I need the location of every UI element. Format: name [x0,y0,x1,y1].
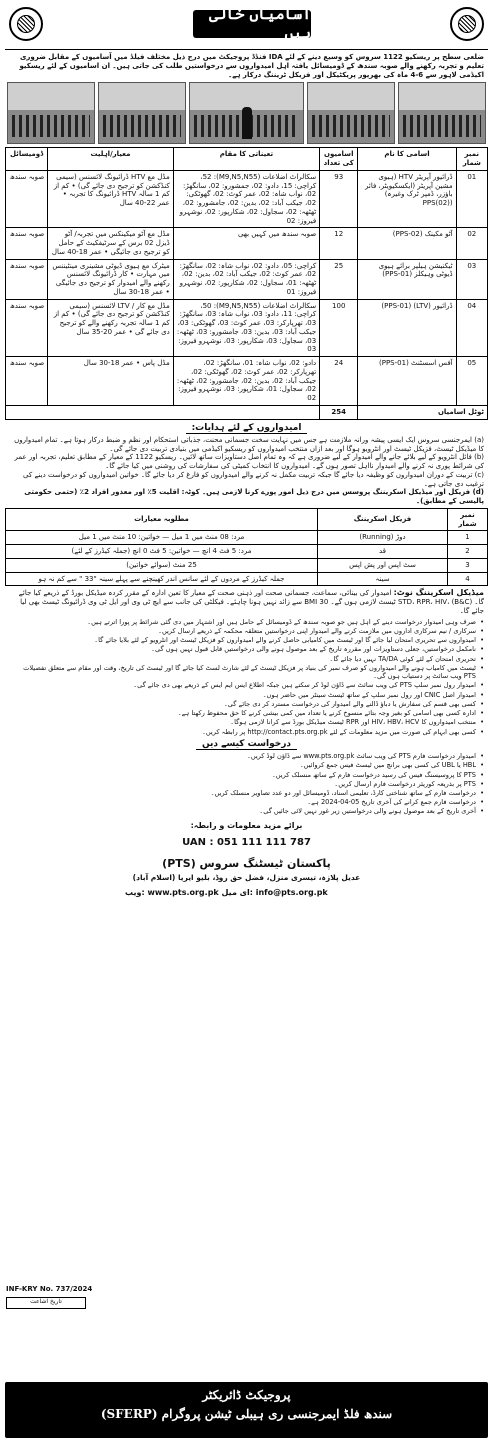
row-criteria: میٹرک مع ہیوی ڈیوٹی مشینری مینٹیننس میں مہارت • کار ڈرائیونگ لائسنس رکھنے والے امیدوار کو ترجیح دی جائیگی • عمر 18-30 سال [48,259,174,299]
phys-col-test: فزیکل اسکریننگ [318,508,448,531]
row-count: 93 [320,170,358,228]
physical-screening-table [5,508,488,587]
ref-number: INF-KRY No. 737/2024 [6,1285,93,1293]
row-count: 25 [320,259,358,299]
table-row [6,299,488,357]
row-domicile: صوبہ سندھ [6,259,48,299]
row-criteria: مڈل پاس • عمر 18-30 سال [48,357,174,406]
row-count: 12 [320,228,358,259]
row-location: سکالراٹ اضلاعات (M9,N5,N55): 52، کراچی: 15، دادو: 02، جمشورو: 02، سانگھڑ: 02، نواب شاہ: 02، عمر کوٹ: 02، گھوٹکی: 02، جیکب آباد: 02، بدین: 02، جامشورو: 02، ٹھٹھہ: 02، سجاول: 02، شکارپور: 02، نوشہرو فیروز: 02 [173,170,319,228]
row-name: ڈرائیور (LTV) (PPS-01) [358,299,456,357]
list-item: • آخری تاریخ کے بعد موصول ہونے والی درخواستیں زیر غور نہیں لائی جائیں گی۔ [9,807,484,815]
phys-sn: 2 [448,545,488,559]
total-value: 254 [320,405,358,419]
emblem-right-icon [450,7,484,41]
list-item: • کسی بھی ابہام کی صورت میں مزید معلومات کے لئے http://contact.pts.org.pk پر رابطہ کریں۔ [9,728,484,736]
row-location: صوبہ سندھ میں کہیں بھی [173,228,319,259]
row-sn: 04 [456,299,487,357]
row-criteria: مڈل مع کار / LTV لائسنس (سیمی کنڈکشن کو ترجیح دی جائے گی) • کم از کم 1 سالہ تجربہ رکھنے والے کو ترجیح دی جائے گی • عمر 20-35 سال [48,299,174,357]
emblem-left-icon [9,7,43,41]
col-name: اسامی کا نام [358,148,456,171]
row-sn: 01 [456,170,487,228]
phys-criteria: مرد: 08 منٹ میں 1 میل — خواتین: 10 منٹ میں 1 میل [6,531,318,545]
list-item: • PTS پر بذریعہ کوریئر درخواست فارم ارسال کریں۔ [9,780,484,788]
medical-note-title: میڈیکل اسکریننگ نوٹ: [393,588,484,598]
table-row [6,259,488,299]
row-domicile: صوبہ سندھ [6,357,48,406]
list-item: • HBL یا UBL کی کسی بھی برانچ میں ٹیسٹ فیس جمع کروائیں۔ [9,761,484,769]
apply-title: درخواست کیسے دیں [5,739,488,750]
row-location: کراچی: 05، دادو: 02، نواب شاہ: 02، سانگھڑ: 02، عمر کوٹ: 02، جیکب آباد: 02، بدین: 02، ٹھٹھہ: 01، سجاول: 02، شکارپور: 02، نوشہرو فیروز: 01 [173,259,319,299]
row-domicile: صوبہ سندھ [6,170,48,228]
phys-sn: 3 [448,558,488,572]
rescue-vehicles-photo [307,82,395,144]
header [5,4,488,50]
total-row [6,405,488,419]
table-header-row [6,148,488,171]
medical-note-text: امیدوار کی بینائی، سماعت، جسمانی صحت اور ذہنی صحت کے معیار کا تعین ادارہ کے مقرر کردہ میڈیکل بورڈ کے ذریعے کیا جائے گا۔ STD، RPR، HIV، (B&C) ٹیسٹ لازمی ہوں گے۔ BMI 30 سے زائد نہیں ہونا چاہئے۔ فیکلٹی کی جانب سے ایچ ٹی وی اور ایل ٹی وی ڈرائیونگ ٹیسٹ بھی لیا جائے گا۔ [18,589,484,615]
row-criteria: مڈل مع آٹو میکینکس میں تجربہ/ آٹو ڈیزل 02 برس کے سرٹیفکیٹ کے حامل کو ترجیح دی جائیگی • عمر 18-40 سال [48,228,174,259]
phys-test: سینہ [318,572,448,586]
instructions-title: امیدواروں کے لئے ہدایات: [5,423,488,434]
col-domicile: ڈومیسائل [6,148,48,171]
list-item: • امیدوار اصل CNIC اور رول نمبر سلپ کے ساتھ ٹیسٹ سینٹر میں حاضر ہوں۔ [9,691,484,699]
row-criteria: مڈل مع HTV ڈرائیونگ لائسنس (سیمی کنڈکشن کو ترجیح دی جائے گی) • کم از کم 1 سالہ HTV ڈرائیونگ کا تجربہ • عمر 22-40 سال [48,170,174,228]
list-item: • PTS کا پروسیسنگ فیس کی رسید درخواست فارم کے ساتھ منسلک کریں۔ [9,771,484,779]
phys-sn: 1 [448,531,488,545]
table-row [6,170,488,228]
physical-row [6,545,488,559]
list-item: • ادارہ کسی بھی اسامی کو بغیر وجہ بتائے منسوخ کرنے یا تعداد میں کمی بیشی کرنے کا حق محفوظ رکھتا ہے۔ [9,709,484,717]
medical-note [5,588,488,616]
list-item: • امیدواروں سے تحریری امتحان لیا جائے گا اور ٹیسٹ میں کامیابی حاصل کرنے والے امیدواروں کو فزیکل ٹیسٹ اور انٹرویو کے لئے بلایا جائے گا۔ [9,636,484,644]
list-item: • درخواست فارم جمع کرانے کی آخری تاریخ 05-04-2024 ہے۔ [9,798,484,806]
rules-list [5,618,488,736]
list-item: • تحریری امتحان کے لئے کوئی TA/DA نہیں دیا جائے گا۔ [9,655,484,663]
row-domicile: صوبہ سندھ [6,299,48,357]
instruction-a: (a) ایمرجنسی سروس ایک ایسی پیشہ ورانہ ملازمت ہے جس میں نہایت سخت جسمانی محنت، جذباتی استحکام اور نظم و ضبط درکار ہوتا ہے۔ تمام امیدواروں کا میڈیکل ٹیسٹ، فزیکل ٹیسٹ اور انٹرویو ہوگا اور بعد ازاں منتخب امیدواروں کو ریسکیو اکیڈمی میں بنیادی تربیت دی جائے گی۔ [14,435,484,453]
col-criteria: معیار/اہلیت [48,148,174,171]
col-sn: نمبر شمار [456,148,487,171]
physical-row [6,572,488,586]
footer-designation: پروجیکٹ ڈائریکٹر [202,1388,291,1402]
vacancies-table [5,147,488,419]
total-empty [6,405,320,419]
phys-criteria: جملہ کیڈرز کے مردوں کے لئے سانس اندر کھینچنے سے پہلے سینہ "33 " سے کم نہ ہو [6,572,318,586]
motorbike-photo [98,82,186,144]
row-location: سکالراٹ اضلاعات (M9,N5,N55): 50، کراچی: 11، دادو: 03، نواب شاہ: 03، سانگھڑ: 03، تھرپارکر: 03، عمر کوٹ: 03، گھوٹکی: 03، جیکب آباد: 03، بدین: 03، جامشورو: 03، ٹھٹھہ: 03، سجاول: 03، شکارپور: 03، نوشہرو فیروز: 03 [173,299,319,357]
table-row [6,357,488,406]
phys-col-criteria: مطلوبہ معیارات [6,508,318,531]
row-name: ٹیکنیشن ہیلپر برائے ہیوی ڈیوٹی وہیکلز (PPS-01) [358,259,456,299]
list-item: • درخواست فارم کے ساتھ شناختی کارڈ، تعلیمی اسناد، ڈومیسائل اور دو عدد تصاویر منسلک کریں۔ [9,789,484,797]
list-item: • سرکاری / نیم سرکاری اداروں میں ملازمت کرنے والے امیدوار اپنی درخواستیں متعلقہ محکمہ کے ذریعے ارسال کریں۔ [9,627,484,635]
row-sn: 02 [456,228,487,259]
apply-steps [5,752,488,816]
uan-number: UAN : 051 111 111 787 [182,836,311,848]
contact-label: برائے مزید معلومات و رابطہ: [190,820,303,830]
phys-sn: 4 [448,572,488,586]
phys-test: قد [318,545,448,559]
rescue-staff-photo [398,82,486,144]
row-domicile: صوبہ سندھ [6,228,48,259]
publish-date-box: تاریخ اشاعت [6,1297,86,1309]
list-item: • منتخب امیدواروں کا HIV، HBV، HCV اور RPR ٹیسٹ میڈیکل بورڈ سے کرانا لازمی ہوگا۔ [9,718,484,726]
footer-program: سندھ فلڈ ایمرجنسی ری ہیبلی ٹیشن پروگرام (SFERP) [100,1407,393,1421]
instruction-c: (c) تربیت کے دوران امیدواروں کو وظیفہ دیا جائے گا جبکہ تربیت مکمل نہ کرنے والے امیدواروں کو فارغ کر دیا جائے گا۔ خواتین امیدواروں کو درخواست دینے کی ترغیب دی جاتی ہے۔ [23,470,484,488]
row-sn: 03 [456,259,487,299]
row-location: دادو: 02، نواب شاہ: 01، سانگھڑ: 02، تھرپارکر: 02، عمر کوٹ: 02، گھوٹکی: 02، جیکب آباد: 02، بدین: 02، جامشورو: 02، ٹھٹھہ: 02، سجاول: 01، شکارپور: 03، نوشہرو فیروز: 02 [173,357,319,406]
list-item: • نامکمل درخواستیں، جعلی دستاویزات اور مقررہ تاریخ کے بعد موصول ہونے والی درخواستیں قابل قبول نہیں ہوں گی۔ [9,645,484,653]
footer-banner [5,1382,488,1438]
rescue-team-photo [7,82,95,144]
phys-test: دوڑ (Running) [318,531,448,545]
row-count: 100 [320,299,358,357]
physical-row [6,531,488,545]
photo-strip [5,82,488,144]
instruction-b: (b) فائل انٹرویو کے لیے بلائے جانے والے امیدوار کے لیے ضروری ہے کہ وہ تمام اصل دستاویزات ساتھ لائیں۔ ریسکیو 1122 کے معیار کے مطابق تعلیم، تجربہ اور عمر کی شرائط پوری نہ کرنے والے امیدوار نااہل تصور ہوں گے۔ امیدواروں کا انتخاب کمیٹی کی سفارشات کی روشنی میں کیا جائے گا۔ [14,453,484,470]
total-label: ٹوٹل اسامیاں [358,405,488,419]
list-item: • صرف وہی امیدوار درخواست دینے کے اہل ہیں جو صوبہ سندھ کے ڈومیسائل کے حامل ہیں اور اشتہار میں دی گئی شرائط پر پورا اترتے ہیں۔ [9,618,484,626]
list-item: • امیدوار رول نمبر سلپ PTS کی ویب سائٹ سے ڈاؤن لوڈ کر سکتے ہیں جبکہ اطلاع ایس ایم ایس کے ذریعے بھی دی جائے گی۔ [9,681,484,689]
phys-test: سٹ اپس اور پش اپس [318,558,448,572]
list-item: • کسی بھی قسم کی سفارش یا دباؤ ڈالنے والے امیدوار کی درخواست مسترد کر دی جائے گی۔ [9,700,484,708]
physical-row [6,558,488,572]
list-item: • ٹیسٹ میں کامیاب ہونے والے امیدواروں کو صرف نمبر کی بنیاد پر فزیکل ٹیسٹ کے لئے شارٹ لسٹ کیا جائے گا اور ٹیسٹ کی تاریخ، وقت اور مقام سے متعلق تفصیلات PTS ویب سائٹ پر دستیاب ہوں گی۔ [9,664,484,680]
intro-text: ضلعی سطح پر ریسکیو 1122 سروس کو وسیع دینے کے لئے IDA فنڈڈ پروجیکٹ میں درج ذیل مختلف فیلڈ میں آسامیوں کے مقابل ضروری تعلیم و تجربہ رکھنے والے صوبہ سندھ کے ڈومیسائل یافتہ اہل امیدواروں سے درخواستیں طلب کی جاتی ہیں۔ ان اسامیوں کے لئے ریسکیو اکیڈمی لاہور سے 6-4 ماہ کی بھرپور پریکٹیکل اور فزیکل ٹریننگ درکار ہے۔ [19,53,484,79]
contact-block [5,821,488,899]
row-name: آٹو مکینک (PPS-02) [358,228,456,259]
phys-criteria: مرد: 5 فٹ 4 انچ — خواتین: 5 فٹ 0 انچ (جملہ کیڈرز کے لئے) [6,545,318,559]
page-title: اسامیاں خالی ہیں [193,10,311,38]
parade-photo [189,82,303,144]
row-name: ڈرائیور آپریٹر HTV (ہیوی مشین آپریٹر (ایکسکیویٹر، فائر باؤزر، ڈمپر ٹرک وغیرہ) (PPS(02) [358,170,456,228]
table-row [6,228,488,259]
instruction-d: (d) فزیکل اور میڈیکل اسکریننگ پروسس میں درج ذیل امور پورے کرنا لازمی ہیں۔ کوٹہ: اقلیت 5٪ اور معذور افراد 2٪ (حتمی حکومتی پالیسی کے مطابق)۔ [24,488,484,505]
phys-col-sn: نمبر شمار [448,508,488,531]
row-count: 24 [320,357,358,406]
list-item: • امیدوار درخواست فارم PTS کی ویب سائٹ www.pts.org.pk سے ڈاؤن لوڈ کریں۔ [9,752,484,760]
pts-web-email[interactable]: ویب: www.pts.org.pk ای میل: info@pts.org.pk [125,888,328,898]
phys-criteria: 25 منٹ (سوائے خواتین) [6,558,318,572]
row-name: آفس اسسٹنٹ (PPS-01) [358,357,456,406]
col-count: اسامیوں کی تعداد [320,148,358,171]
pts-address: عدیل پلازہ، تیسری منزل، فضل حق روڈ، بلیو ایریا (اسلام آباد) [132,872,361,882]
physical-header-row [6,508,488,531]
pts-name: پاکستان ٹیسٹنگ سروس (PTS) [162,857,331,871]
row-sn: 05 [456,357,487,406]
col-location: تعیناتی کا مقام [173,148,319,171]
